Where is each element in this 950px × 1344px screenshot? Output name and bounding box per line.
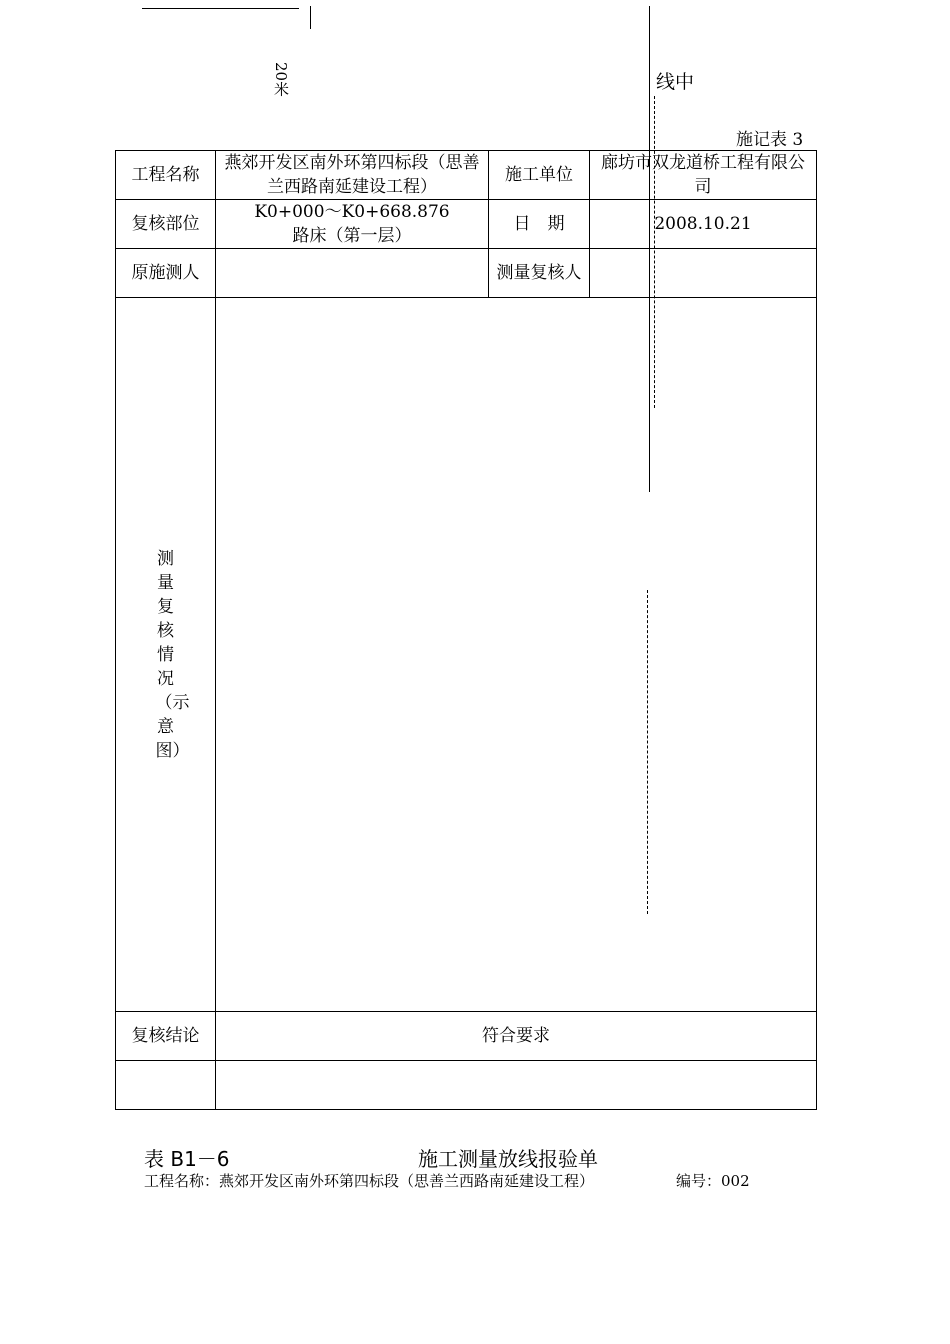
- check-situation-label-cell: [116, 298, 216, 1012]
- check-location-line1: K0+000～K0+668.876: [254, 202, 450, 222]
- construction-unit-value: 廊坊市双龙道桥工程有限公司: [590, 151, 817, 200]
- check-situation-label: 测量复核情况（示意图）: [155, 548, 190, 761]
- form-number: 施记表 3: [736, 130, 804, 150]
- date-label: 日 期: [489, 200, 590, 249]
- check-conclusion-label: 复核结论: [116, 1012, 216, 1061]
- table-code: 表 B1－6: [144, 1147, 230, 1171]
- blank-value: [216, 1061, 817, 1110]
- sketch-area: [216, 298, 817, 1012]
- distance-label: 20米: [272, 62, 290, 97]
- project-name-label: 工程名称: [116, 151, 216, 200]
- project-name-value: 燕郊开发区南外环第四标段（思善兰西路南延建设工程）: [216, 151, 489, 200]
- table-row: [116, 1012, 817, 1061]
- survey-checker-label: 测量复核人: [489, 249, 590, 298]
- centerline-label: 线中: [656, 71, 695, 93]
- blank-label: [116, 1061, 216, 1110]
- survey-check-table: [115, 150, 817, 1110]
- table-row: [116, 151, 817, 200]
- table-row: [116, 1061, 817, 1110]
- sketch-tick: [310, 6, 311, 29]
- centerline-dash-upper: [654, 96, 655, 408]
- original-surveyor-label: 原施测人: [116, 249, 216, 298]
- sketch-baseline: [142, 8, 299, 9]
- table-row: [116, 200, 817, 249]
- survey-checker-value: [590, 249, 817, 298]
- centerline-dash-lower: [647, 590, 648, 914]
- check-location-line2: 路床（第一层）: [292, 226, 412, 246]
- original-surveyor-value: [216, 249, 489, 298]
- centerline-solid-line: [649, 6, 650, 492]
- check-conclusion-value: 符合要求: [216, 1012, 817, 1061]
- footer-number-line: 编号：002: [676, 1172, 750, 1190]
- form-title: 施工测量放线报验单: [418, 1147, 598, 1171]
- construction-unit-label: 施工单位: [489, 151, 590, 200]
- check-location-value: [216, 200, 489, 249]
- table-row: [116, 249, 817, 298]
- footer-project-line: 工程名称：燕郊开发区南外环第四标段（思善兰西路南延建设工程）: [144, 1172, 595, 1190]
- table-row: [116, 298, 817, 1012]
- date-value: 2008.10.21: [590, 200, 817, 249]
- check-location-label: 复核部位: [116, 200, 216, 249]
